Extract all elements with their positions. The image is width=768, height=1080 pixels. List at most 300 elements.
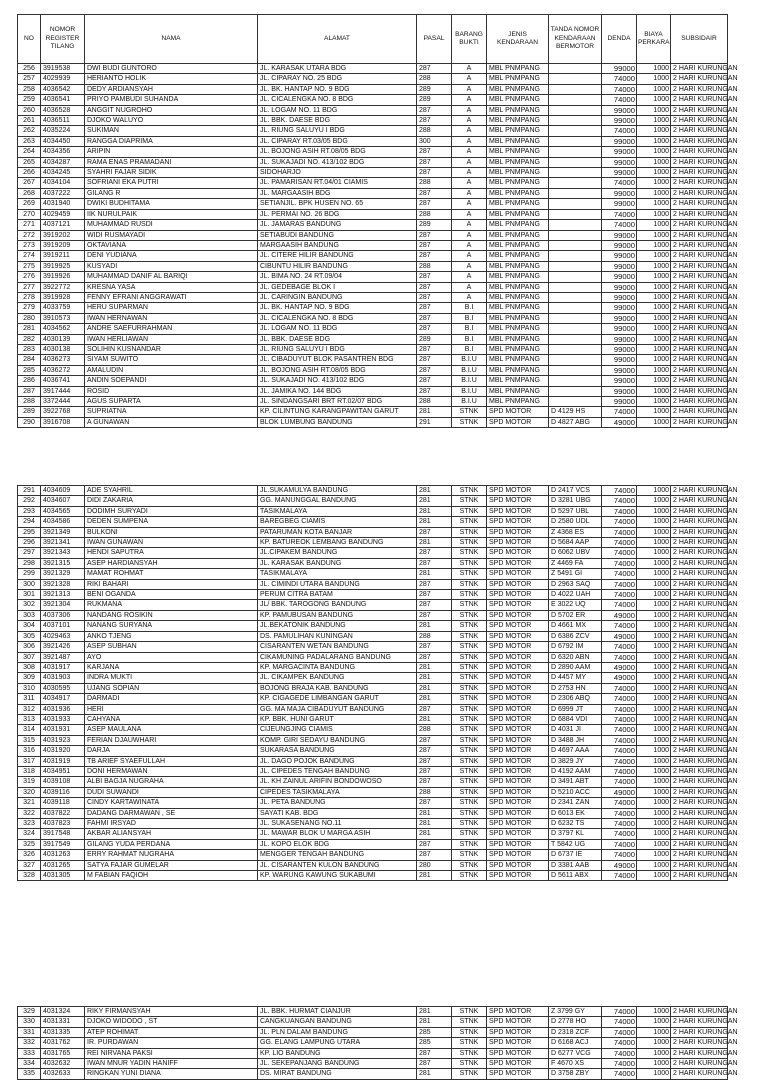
cell-no: 291: [18, 486, 41, 496]
cell-subsidiary: 2 HARI KURUNGAN: [671, 517, 728, 527]
cell-plate-number: [549, 230, 602, 240]
cell-address: PATARUMAN KOTA BANJAR: [258, 527, 417, 537]
cell-address: JL. KOPO ELOK BDG: [258, 839, 417, 849]
cell-fine: 49000: [602, 631, 637, 641]
cell-no: 256: [18, 64, 41, 74]
table-row: [18, 74, 728, 84]
cell-court-fee: 1000: [637, 105, 671, 115]
cell-fine: 49000: [602, 787, 637, 797]
table-row: [18, 105, 728, 115]
cell-fine: 74000: [602, 538, 637, 548]
cell-plate-number: [549, 240, 602, 250]
cell-fine: 99000: [602, 365, 637, 375]
cell-address: JL. BBK. HURMAT CIANJUR: [258, 1007, 417, 1017]
cell-address: JL. CICALENGKA NO. 8 BDG: [258, 313, 417, 323]
cell-vehicle-type: MBL PNMPANG: [487, 313, 549, 323]
cell-fine: 99000: [602, 386, 637, 396]
cell-fine: 74000: [602, 496, 637, 506]
cell-plate-number: D 3797 KL: [549, 829, 602, 839]
table-row: [18, 126, 728, 136]
cell-name: DJOKO WALUYO: [85, 116, 258, 126]
cell-article: 287: [417, 147, 452, 157]
cell-no: 292: [18, 496, 41, 506]
cell-plate-number: D 2580 UDL: [549, 517, 602, 527]
cell-evidence: B.I.U: [452, 355, 487, 365]
cell-plate-number: D 4827 ABG: [549, 417, 602, 427]
cell-no: 270: [18, 209, 41, 219]
cell-plate-number: [549, 168, 602, 178]
cell-evidence: STNK: [452, 569, 487, 579]
cell-register-number: 4031265: [41, 860, 85, 870]
cell-vehicle-type: SPD MOTOR: [487, 579, 549, 589]
cell-vehicle-type: MBL PNMPANG: [487, 282, 549, 292]
cell-plate-number: D 6386 ZCV: [549, 631, 602, 641]
cell-plate-number: [549, 282, 602, 292]
cell-register-number: 4030595: [41, 683, 85, 693]
cell-court-fee: 1000: [637, 652, 671, 662]
cell-register-number: 4034104: [41, 178, 85, 188]
cell-fine: 99000: [602, 313, 637, 323]
cell-no: 311: [18, 694, 41, 704]
cell-name: CAHYANA: [85, 714, 258, 724]
cell-register-number: 4037101: [41, 621, 85, 631]
cell-fine: 74000: [602, 808, 637, 818]
cell-address: JL. CIMINDI UTARA BANDUNG: [258, 579, 417, 589]
cell-subsidiary: 2 HARI KURUNGAN: [671, 355, 728, 365]
cell-evidence: B.I.U: [452, 397, 487, 407]
cell-address: GG. ELANG LAMPUNG UTARA: [258, 1038, 417, 1048]
cell-article: 287: [417, 272, 452, 282]
table-row: [18, 725, 728, 735]
cell-vehicle-type: MBL PNMPANG: [487, 136, 549, 146]
violation-table-block-3: [17, 1006, 738, 1080]
cell-subsidiary: 2 HARI KURUNGAN: [671, 808, 728, 818]
cell-plate-number: [549, 178, 602, 188]
table-row: [18, 397, 728, 407]
cell-article: 287: [417, 157, 452, 167]
cell-court-fee: 1000: [637, 334, 671, 344]
cell-plate-number: [549, 397, 602, 407]
cell-name: ERRY RAHMAT NUGRAHA: [85, 850, 258, 860]
cell-subsidiary: 2 HARI KURUNGAN: [671, 126, 728, 136]
cell-evidence: STNK: [452, 1017, 487, 1027]
cell-plate-number: D 2963 SAQ: [549, 579, 602, 589]
table-body: [18, 486, 738, 881]
cell-no: 324: [18, 829, 41, 839]
table-row: [18, 417, 728, 427]
cell-no: 274: [18, 251, 41, 261]
cell-register-number: 3919538: [41, 64, 85, 74]
cell-address: KP. WARUNG KAWUNG SUKABUMI: [258, 871, 417, 881]
cell-no: 306: [18, 642, 41, 652]
cell-no: 334: [18, 1059, 41, 1069]
cell-register-number: 4032633: [41, 1069, 85, 1079]
cell-name: RAMA ENAS PRAMADANI: [85, 157, 258, 167]
cell-no: 281: [18, 324, 41, 334]
violation-table-block-2: [17, 485, 738, 881]
cell-evidence: STNK: [452, 417, 487, 427]
cell-vehicle-type: SPD MOTOR: [487, 683, 549, 693]
cell-article: 281: [417, 694, 452, 704]
cell-subsidiary: 2 HARI KURUNGAN: [671, 642, 728, 652]
cell-fine: 74000: [602, 407, 637, 417]
cell-no: 320: [18, 787, 41, 797]
cell-article: 281: [417, 569, 452, 579]
cell-vehicle-type: SPD MOTOR: [487, 798, 549, 808]
cell-fine: 74000: [602, 839, 637, 849]
cell-evidence: A: [452, 168, 487, 178]
cell-register-number: 3921329: [41, 569, 85, 579]
cell-court-fee: 1000: [637, 808, 671, 818]
cell-court-fee: 1000: [637, 1027, 671, 1037]
cell-fine: 74000: [602, 1069, 637, 1079]
cell-court-fee: 1000: [637, 683, 671, 693]
cell-court-fee: 1000: [637, 1007, 671, 1017]
cell-article: 287: [417, 116, 452, 126]
cell-no: 264: [18, 147, 41, 157]
cell-fine: 74000: [602, 777, 637, 787]
cell-article: 300: [417, 136, 452, 146]
cell-fine: 74000: [602, 506, 637, 516]
cell-vehicle-type: SPD MOTOR: [487, 662, 549, 672]
cell-no: 325: [18, 839, 41, 849]
cell-address: KP. LIO BANDUNG: [258, 1048, 417, 1058]
table-row: [18, 662, 728, 672]
table-row: [18, 756, 728, 766]
cell-register-number: 3919209: [41, 240, 85, 250]
cell-name: MUHAMMAD DANIF AL BARIQI: [85, 272, 258, 282]
cell-subsidiary: 2 HARI KURUNGAN: [671, 746, 728, 756]
cell-no: 296: [18, 538, 41, 548]
cell-evidence: A: [452, 261, 487, 271]
cell-fine: 74000: [602, 209, 637, 219]
cell-no: 278: [18, 292, 41, 302]
cell-article: 288: [417, 178, 452, 188]
cell-evidence: A: [452, 126, 487, 136]
header-vehicle-type: JENIS KENDARAAN: [487, 15, 549, 64]
cell-court-fee: 1000: [637, 1017, 671, 1027]
cell-vehicle-type: SPD MOTOR: [487, 839, 549, 849]
cell-article: 288: [417, 397, 452, 407]
cell-article: 285: [417, 1027, 452, 1037]
cell-article: 281: [417, 714, 452, 724]
cell-plate-number: D 3281 UBG: [549, 496, 602, 506]
cell-plate-number: E 3022 UQ: [549, 600, 602, 610]
cell-subsidiary: 2 HARI KURUNGAN: [671, 136, 728, 146]
cell-no: 269: [18, 199, 41, 209]
cell-vehicle-type: SPD MOTOR: [487, 558, 549, 568]
cell-address: TASIKMALAYA: [258, 506, 417, 516]
cell-vehicle-type: SPD MOTOR: [487, 819, 549, 829]
cell-subsidiary: 2 HARI KURUNGAN: [671, 569, 728, 579]
cell-name: ANDRE SAEFURRAHMAN: [85, 324, 258, 334]
cell-subsidiary: 2 HARI KURUNGAN: [671, 548, 728, 558]
cell-register-number: 4031917: [41, 662, 85, 672]
cell-plate-number: [549, 272, 602, 282]
cell-article: 288: [417, 126, 452, 136]
cell-court-fee: 1000: [637, 496, 671, 506]
cell-vehicle-type: SPD MOTOR: [487, 506, 549, 516]
cell-court-fee: 1000: [637, 506, 671, 516]
table-row: [18, 355, 728, 365]
violation-table-block-1: [17, 14, 738, 428]
cell-no: 327: [18, 860, 41, 870]
cell-register-number: 4031923: [41, 735, 85, 745]
cell-name: RUKMANA: [85, 600, 258, 610]
cell-court-fee: 1000: [637, 84, 671, 94]
cell-register-number: 4036272: [41, 365, 85, 375]
cell-no: 303: [18, 610, 41, 620]
cell-address: JL. PETA BANDUNG: [258, 798, 417, 808]
cell-article: 287: [417, 282, 452, 292]
cell-name: ROSID: [85, 386, 258, 396]
cell-no: 321: [18, 798, 41, 808]
table-row: [18, 548, 728, 558]
table-row: [18, 64, 728, 74]
cell-name: RINGKAN YUNI DIANA: [85, 1069, 258, 1079]
cell-subsidiary: 2 HARI KURUNGAN: [671, 777, 728, 787]
cell-register-number: 4031936: [41, 704, 85, 714]
cell-address: JL. CIPEDES TENGAH BANDUNG: [258, 766, 417, 776]
cell-vehicle-type: SPD MOTOR: [487, 829, 549, 839]
cell-no: 280: [18, 313, 41, 323]
cell-vehicle-type: SPD MOTOR: [487, 808, 549, 818]
cell-plate-number: [549, 251, 602, 261]
table-row: [18, 95, 728, 105]
cell-subsidiary: 2 HARI KURUNGAN: [671, 798, 728, 808]
cell-evidence: A: [452, 157, 487, 167]
cell-address: JL. BK. HANTAP NO. 9 BDG: [258, 84, 417, 94]
cell-fine: 74000: [602, 178, 637, 188]
cell-vehicle-type: MBL PNMPANG: [487, 292, 549, 302]
header-register-number: NOMOR REGISTER TILANG: [41, 15, 85, 64]
cell-plate-number: D 6320 ABN: [549, 652, 602, 662]
cell-court-fee: 1000: [637, 871, 671, 881]
cell-evidence: STNK: [452, 735, 487, 745]
cell-vehicle-type: SPD MOTOR: [487, 673, 549, 683]
cell-plate-number: [549, 126, 602, 136]
table-row: [18, 1048, 728, 1058]
cell-article: 288: [417, 725, 452, 735]
cell-register-number: 3919202: [41, 230, 85, 240]
cell-name: PRIYO PAMBUDI SUHANDA: [85, 95, 258, 105]
cell-fine: 74000: [602, 621, 637, 631]
cell-plate-number: [549, 365, 602, 375]
cell-court-fee: 1000: [637, 756, 671, 766]
table-row: [18, 850, 728, 860]
cell-vehicle-type: SPD MOTOR: [487, 548, 549, 558]
cell-address: JL. BOJONG ASIH RT.08/05 BDG: [258, 147, 417, 157]
cell-fine: 74000: [602, 84, 637, 94]
cell-evidence: B.I.U: [452, 376, 487, 386]
cell-no: 331: [18, 1027, 41, 1037]
cell-evidence: STNK: [452, 538, 487, 548]
cell-court-fee: 1000: [637, 527, 671, 537]
cell-register-number: 3921313: [41, 590, 85, 600]
cell-subsidiary: 2 HARI KURUNGAN: [671, 168, 728, 178]
cell-address: JL. LOGAM NO. 11 BDG: [258, 324, 417, 334]
cell-article: 288: [417, 631, 452, 641]
cell-register-number: 4037822: [41, 808, 85, 818]
cell-vehicle-type: MBL PNMPANG: [487, 355, 549, 365]
cell-vehicle-type: SPD MOTOR: [487, 590, 549, 600]
cell-fine: 74000: [602, 850, 637, 860]
cell-court-fee: 1000: [637, 569, 671, 579]
cell-name: OKTAVIANA: [85, 240, 258, 250]
cell-subsidiary: 2 HARI KURUNGAN: [671, 1007, 728, 1017]
cell-register-number: 4039118: [41, 798, 85, 808]
cell-vehicle-type: SPD MOTOR: [487, 486, 549, 496]
cell-register-number: 3919211: [41, 251, 85, 261]
cell-evidence: A: [452, 64, 487, 74]
cell-fine: 74000: [602, 590, 637, 600]
cell-fine: 99000: [602, 303, 637, 313]
cell-court-fee: 1000: [637, 157, 671, 167]
cell-court-fee: 1000: [637, 558, 671, 568]
cell-register-number: 3921487: [41, 652, 85, 662]
cell-vehicle-type: SPD MOTOR: [487, 1027, 549, 1037]
cell-evidence: STNK: [452, 704, 487, 714]
cell-court-fee: 1000: [637, 746, 671, 756]
cell-subsidiary: 2 HARI KURUNGAN: [671, 610, 728, 620]
cell-vehicle-type: SPD MOTOR: [487, 1038, 549, 1048]
table-row: [18, 282, 728, 292]
cell-fine: 74000: [602, 569, 637, 579]
cell-article: 287: [417, 756, 452, 766]
cell-fine: 74000: [602, 74, 637, 84]
cell-address: BAREGBEG CIAMIS: [258, 517, 417, 527]
table-row: [18, 1059, 728, 1069]
cell-no: 262: [18, 126, 41, 136]
cell-address: CIJEUNGJING CIAMIS: [258, 725, 417, 735]
cell-no: 332: [18, 1038, 41, 1048]
cell-court-fee: 1000: [637, 64, 671, 74]
cell-plate-number: Z 3799 GY: [549, 1007, 602, 1017]
cell-subsidiary: 2 HARI KURUNGAN: [671, 116, 728, 126]
cell-name: AGUS SUPARTA: [85, 397, 258, 407]
cell-court-fee: 1000: [637, 704, 671, 714]
cell-no: 288: [18, 397, 41, 407]
cell-evidence: STNK: [452, 642, 487, 652]
cell-article: 281: [417, 517, 452, 527]
cell-vehicle-type: MBL PNMPANG: [487, 105, 549, 115]
cell-no: 310: [18, 683, 41, 693]
cell-plate-number: D 4192 AAM: [549, 766, 602, 776]
cell-name: ANGGIT NUGROHO: [85, 105, 258, 115]
cell-evidence: A: [452, 116, 487, 126]
cell-no: 285: [18, 365, 41, 375]
cell-address: JL. PAMARISAN RT.04/01 CIAMIS: [258, 178, 417, 188]
cell-plate-number: D 6168 ACJ: [549, 1038, 602, 1048]
cell-address: JL.CIPAKEM BANDUNG: [258, 548, 417, 558]
cell-name: AMALUDIN: [85, 365, 258, 375]
cell-plate-number: D 6013 EK: [549, 808, 602, 818]
cell-address: JL. CIPARAY RT.03/05 BDG: [258, 136, 417, 146]
table-row: [18, 313, 728, 323]
cell-register-number: 4034951: [41, 766, 85, 776]
cell-name: KARJANA: [85, 662, 258, 672]
cell-article: 287: [417, 292, 452, 302]
cell-subsidiary: 2 HARI KURUNGAN: [671, 334, 728, 344]
cell-plate-number: D 6062 UBV: [549, 548, 602, 558]
cell-subsidiary: 2 HARI KURUNGAN: [671, 386, 728, 396]
cell-evidence: STNK: [452, 777, 487, 787]
cell-subsidiary: 2 HARI KURUNGAN: [671, 860, 728, 870]
cell-no: 282: [18, 334, 41, 344]
cell-name: DIDI ZAKARIA: [85, 496, 258, 506]
cell-address: JL. SUKAJADI NO. 413/102 BDG: [258, 376, 417, 386]
cell-plate-number: [549, 313, 602, 323]
table-row: [18, 136, 728, 146]
cell-name: UJANG SOPIAN: [85, 683, 258, 693]
cell-register-number: 4031331: [41, 1017, 85, 1027]
table-row: [18, 220, 728, 230]
cell-fine: 99000: [602, 230, 637, 240]
header-name: NAMA: [85, 15, 258, 64]
cell-subsidiary: 2 HARI KURUNGAN: [671, 188, 728, 198]
cell-fine: 99000: [602, 251, 637, 261]
cell-no: 304: [18, 621, 41, 631]
cell-evidence: A: [452, 199, 487, 209]
cell-evidence: STNK: [452, 1027, 487, 1037]
cell-article: 285: [417, 1038, 452, 1048]
cell-address: JL. SEKEPANJANG BANDUNG: [258, 1059, 417, 1069]
cell-address: KP. CILINTUNG KARANGPAWITAN GARUT: [258, 407, 417, 417]
cell-article: 281: [417, 538, 452, 548]
cell-court-fee: 1000: [637, 1059, 671, 1069]
cell-evidence: B.I: [452, 313, 487, 323]
cell-fine: 99000: [602, 344, 637, 354]
cell-subsidiary: 2 HARI KURUNGAN: [671, 871, 728, 881]
cell-name: RIKI BAHARI: [85, 579, 258, 589]
cell-article: 289: [417, 84, 452, 94]
cell-address: CIKAMUNING PADALARANG BANDUNG: [258, 652, 417, 662]
table-row: [18, 527, 728, 537]
cell-no: 323: [18, 819, 41, 829]
cell-name: ASEP SUBHAN: [85, 642, 258, 652]
table-row: [18, 642, 728, 652]
cell-subsidiary: 2 HARI KURUNGAN: [671, 199, 728, 209]
cell-fine: 74000: [602, 652, 637, 662]
cell-no: 261: [18, 116, 41, 126]
cell-register-number: 4036541: [41, 95, 85, 105]
cell-address: GG. MA MAJA CIBADUYUT BANDUNG: [258, 704, 417, 714]
cell-court-fee: 1000: [637, 486, 671, 496]
cell-subsidiary: 2 HARI KURUNGAN: [671, 1027, 728, 1037]
cell-name: SIYAM SUWITO: [85, 355, 258, 365]
cell-evidence: STNK: [452, 652, 487, 662]
cell-evidence: STNK: [452, 871, 487, 881]
cell-address: JL.SUKAMULYA BANDUNG: [258, 486, 417, 496]
cell-court-fee: 1000: [637, 220, 671, 230]
cell-register-number: 4031931: [41, 725, 85, 735]
cell-court-fee: 1000: [637, 230, 671, 240]
cell-evidence: A: [452, 136, 487, 146]
cell-plate-number: [549, 209, 602, 219]
table-row: [18, 188, 728, 198]
cell-fine: 74000: [602, 548, 637, 558]
cell-vehicle-type: SPD MOTOR: [487, 746, 549, 756]
cell-vehicle-type: MBL PNMPANG: [487, 344, 549, 354]
cell-subsidiary: 2 HARI KURUNGAN: [671, 417, 728, 427]
cell-vehicle-type: SPD MOTOR: [487, 538, 549, 548]
table-row: [18, 261, 728, 271]
cell-fine: 49000: [602, 662, 637, 672]
cell-vehicle-type: MBL PNMPANG: [487, 168, 549, 178]
cell-subsidiary: 2 HARI KURUNGAN: [671, 376, 728, 386]
cell-court-fee: 1000: [637, 251, 671, 261]
cell-register-number: 4029939: [41, 74, 85, 84]
